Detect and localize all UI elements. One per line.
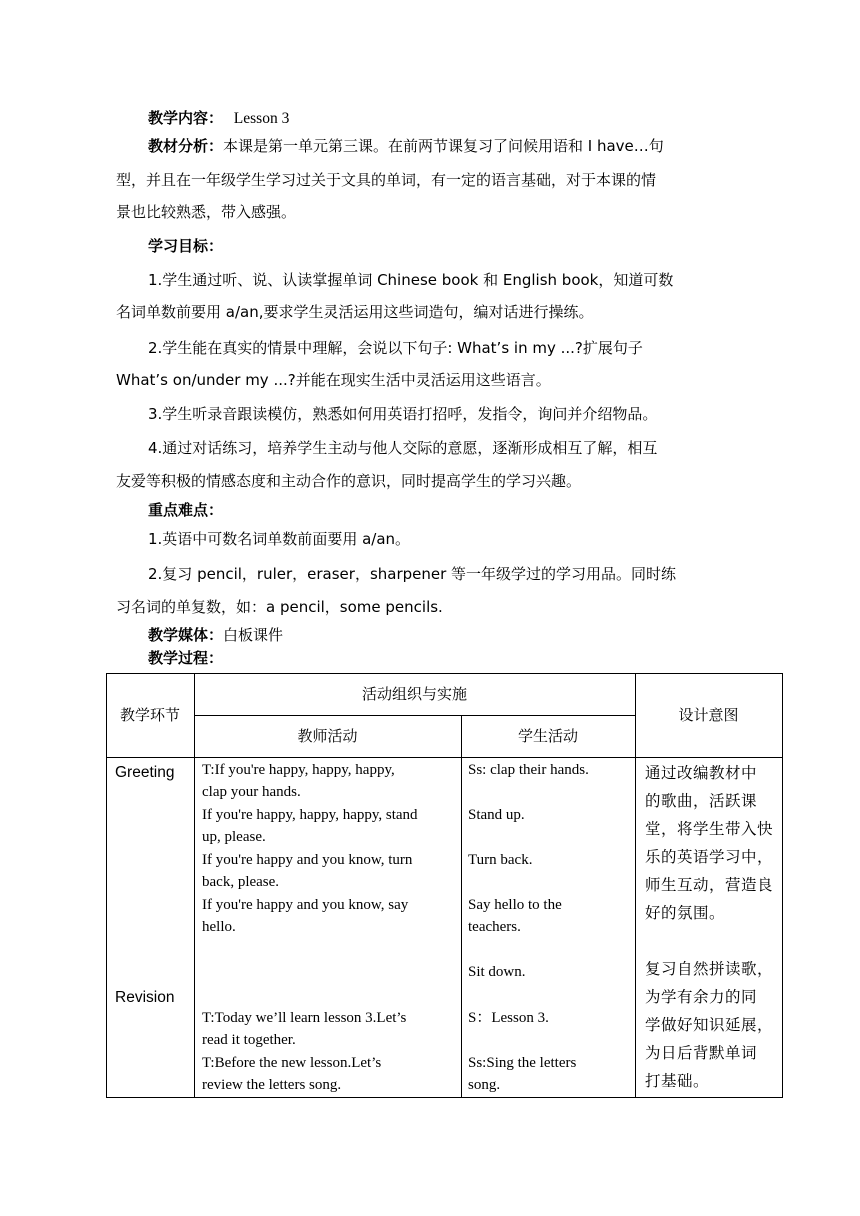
- teacher-revision-line-3: T:Before the new lesson.Let’s: [202, 1055, 382, 1071]
- intent-revision-line-2: 为学有余力的同: [645, 988, 758, 1006]
- student-line-4b: teachers.: [468, 919, 521, 935]
- intent-greeting-line-5: 师生互动，营造良: [645, 876, 774, 894]
- header-stage: 教学环节: [119, 706, 180, 724]
- student-line-4a: Say hello to the: [468, 897, 562, 913]
- teacher-line-5: If you're happy and you know, turn: [202, 852, 413, 868]
- analysis-line-2: 型，并且在一年级学生学习过关于文具的单词，有一定的语言基础，对于本课的情: [116, 171, 657, 189]
- intent-greeting-line-6: 好的氛围。: [645, 904, 726, 922]
- intent-greeting-line-2: 的歌曲，活跃课: [645, 792, 758, 810]
- teacher-revision-line-1: T:Today we’ll learn lesson 3.Let’s: [202, 1010, 407, 1026]
- table-col-line-2: [461, 715, 462, 1098]
- stage-greeting: Greeting: [115, 764, 175, 781]
- intent-greeting: [645, 759, 779, 927]
- header-activities: 活动组织与实施: [361, 685, 467, 703]
- key-points-heading: 重点难点：: [148, 501, 224, 519]
- intent-revision-line-5: 打基础。: [645, 1072, 710, 1090]
- intent-revision: [645, 955, 779, 1095]
- key-point-2-line-2: 习名词的单复数，如：a pencil，some pencils.: [116, 598, 443, 616]
- teacher-line-8: hello.: [202, 919, 236, 935]
- student-line-7b: song.: [468, 1077, 501, 1093]
- teacher-line-6: back, please.: [202, 874, 280, 890]
- table-border-top: [106, 673, 783, 674]
- intent-revision-line-1: 复习自然拼读歌，: [645, 960, 774, 978]
- media-label: 教学媒体：: [148, 626, 224, 644]
- table-border-right: [782, 673, 783, 1098]
- student-line-1: Ss: clap their hands.: [468, 762, 589, 778]
- content-label: 教学内容：: [148, 109, 224, 127]
- teacher-revision-line-2: read it together.: [202, 1032, 296, 1048]
- teacher-line-2: clap your hands.: [202, 784, 301, 800]
- intent-greeting-line-4: 乐的英语学习中，: [645, 848, 774, 866]
- objectives-heading: 学习目标：: [148, 237, 224, 255]
- teacher-line-7: If you're happy and you know, say: [202, 897, 409, 913]
- teacher-line-1: T:If you're happy, happy, happy,: [202, 762, 395, 778]
- analysis-line-1: [148, 136, 778, 156]
- intent-greeting-line-3: 堂，将学生带入快: [645, 820, 774, 838]
- content-value: Lesson 3: [233, 110, 290, 127]
- table-border-left: [106, 673, 107, 1098]
- header-intent: 设计意图: [678, 706, 739, 724]
- table-col-line-3: [635, 673, 636, 1098]
- student-line-5: Sit down.: [468, 964, 526, 980]
- media-line: [148, 625, 778, 645]
- teaching-process-table: [106, 673, 783, 1098]
- media-value: 白板课件: [223, 626, 284, 644]
- objective-3-line-1: 3.学生听录音跟读模仿，熟悉如何用英语打招呼，发指令，询问并介绍物品。: [148, 405, 658, 423]
- table-border-bottom: [106, 1097, 783, 1098]
- analysis-label: 教材分析：: [148, 137, 224, 155]
- teacher-line-3: If you're happy, happy, happy, stand: [202, 807, 418, 823]
- objective-1-line-1: 1.学生通过听、说、认读掌握单词 Chinese book 和 English book，知道可数: [148, 271, 674, 289]
- objective-1-line-2: 名词单数前要用 a/an,要求学生灵活运用这些词造句，编对话进行操练。: [116, 303, 594, 321]
- key-point-2-line-1: 2.复习 pencil，ruler，eraser，sharpener 等一年级学过的学习用品。同时练: [148, 565, 677, 583]
- analysis-line-3: 景也比较熟悉，带入感强。: [116, 203, 297, 221]
- student-line-6: S：Lesson 3.: [468, 1010, 549, 1026]
- analysis-text-1: 本课是第一单元第三课。在前两节课复习了问候用语和 I have…句: [223, 137, 664, 155]
- content-line: [148, 108, 778, 129]
- header-student: 学生活动: [517, 727, 578, 745]
- table-subheader-line: [194, 715, 635, 716]
- objective-2-line-2: What’s on/under my ...?并能在现实生活中灵活运用这些语言。: [116, 371, 551, 389]
- objective-2-line-1: 2.学生能在真实的情景中理解，会说以下句子: What’s in my ...?扩展句子: [148, 339, 643, 357]
- teacher-revision-line-4: review the letters song.: [202, 1077, 342, 1093]
- intent-greeting-line-1: 通过改编教材中: [645, 764, 758, 782]
- stage-revision: Revision: [115, 989, 175, 1006]
- student-line-2: Stand up.: [468, 807, 525, 823]
- teacher-line-4: up, please.: [202, 829, 266, 845]
- key-point-1: 1.英语中可数名词单数前面要用 a/an。: [148, 530, 411, 548]
- objective-4-line-1: 4.通过对话练习，培养学生主动与他人交际的意愿，逐渐形成相互了解，相互: [148, 439, 658, 457]
- student-line-3: Turn back.: [468, 852, 533, 868]
- student-line-7a: Ss:Sing the letters: [468, 1055, 577, 1071]
- objective-4-line-2: 友爱等积极的情感态度和主动合作的意识，同时提高学生的学习兴趣。: [116, 472, 582, 490]
- intent-revision-line-4: 为日后背默单词: [645, 1044, 758, 1062]
- header-teacher: 教师活动: [297, 727, 358, 745]
- process-label: 教学过程：: [148, 649, 224, 667]
- intent-revision-line-3: 学做好知识延展，: [645, 1016, 774, 1034]
- table-header-bottom-line: [106, 757, 783, 758]
